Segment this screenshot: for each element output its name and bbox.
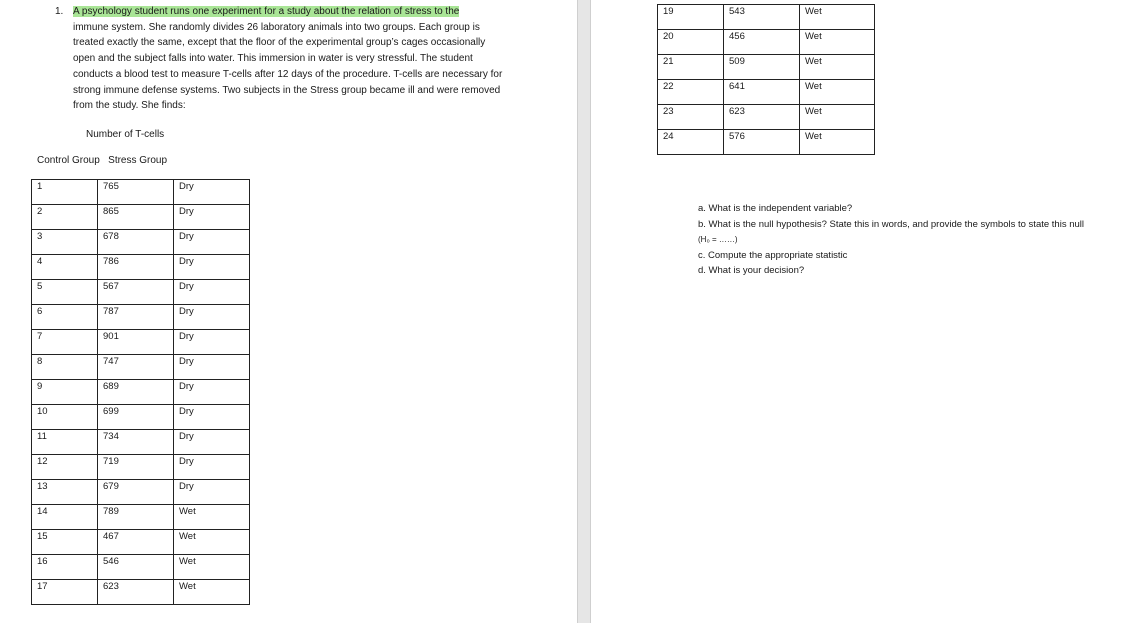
subject-id-cell: 1 bbox=[32, 180, 98, 205]
tcell-table-right bbox=[657, 4, 875, 155]
table-row bbox=[32, 555, 250, 580]
subject-id-cell: 19 bbox=[658, 5, 724, 30]
tcell-count-cell: 901 bbox=[98, 330, 174, 355]
problem-line: open and the subject falls into water. This immersion in water is very stressful. The student bbox=[73, 53, 473, 65]
page-gutter bbox=[577, 0, 591, 623]
subject-id-cell: 7 bbox=[32, 330, 98, 355]
subject-id-cell: 21 bbox=[658, 55, 724, 80]
subject-id-cell: 9 bbox=[32, 380, 98, 405]
group-labels: Control Group Stress Group bbox=[37, 155, 168, 166]
condition-cell: Wet bbox=[800, 55, 875, 80]
subject-id-cell: 24 bbox=[658, 130, 724, 155]
tcell-count-cell: 699 bbox=[98, 405, 174, 430]
condition-cell: Dry bbox=[174, 380, 250, 405]
tcell-count-cell: 689 bbox=[98, 380, 174, 405]
table-row bbox=[32, 330, 250, 355]
question-b-symbols: (H₀ = ……) bbox=[698, 235, 738, 245]
condition-cell: Dry bbox=[174, 180, 250, 205]
tcell-count-cell: 734 bbox=[98, 430, 174, 455]
subject-id-cell: 15 bbox=[32, 530, 98, 555]
tcell-count-cell: 679 bbox=[98, 480, 174, 505]
condition-cell: Dry bbox=[174, 430, 250, 455]
problem-line: strong immune defense systems. Two subjects in the Stress group became ill and were removed bbox=[73, 84, 501, 96]
tcell-count-cell: 546 bbox=[98, 555, 174, 580]
condition-cell: Wet bbox=[174, 555, 250, 580]
tcell-count-cell: 509 bbox=[724, 55, 800, 80]
question-list bbox=[698, 201, 1123, 279]
table-row bbox=[32, 305, 250, 330]
table-row bbox=[32, 255, 250, 280]
problem-line: treated exactly the same, except that the floor of the experimental group’s cages occasionally bbox=[73, 37, 486, 49]
table-row bbox=[32, 280, 250, 305]
subject-id-cell: 16 bbox=[32, 555, 98, 580]
question-b: b. What is the null hypothesis? State this in words, and provide the symbols to state this null bbox=[698, 218, 1085, 230]
subject-id-cell: 22 bbox=[658, 80, 724, 105]
table-row bbox=[32, 180, 250, 205]
table-row bbox=[32, 530, 250, 555]
table-title: Number of T-cells bbox=[86, 129, 165, 140]
problem-line: immune system. She randomly divides 26 laboratory animals into two groups. Each group is bbox=[73, 21, 480, 33]
tcell-count-cell: 789 bbox=[98, 505, 174, 530]
tcell-count-cell: 787 bbox=[98, 305, 174, 330]
tcell-count-cell: 786 bbox=[98, 255, 174, 280]
condition-cell: Dry bbox=[174, 305, 250, 330]
subject-id-cell: 20 bbox=[658, 30, 724, 55]
subject-id-cell: 3 bbox=[32, 230, 98, 255]
tcell-count-cell: 765 bbox=[98, 180, 174, 205]
subject-id-cell: 12 bbox=[32, 455, 98, 480]
tcell-count-cell: 719 bbox=[98, 455, 174, 480]
subject-id-cell: 2 bbox=[32, 205, 98, 230]
condition-cell: Dry bbox=[174, 405, 250, 430]
tcell-count-cell: 623 bbox=[724, 105, 800, 130]
subject-id-cell: 8 bbox=[32, 355, 98, 380]
condition-cell: Dry bbox=[174, 255, 250, 280]
condition-cell: Wet bbox=[174, 580, 250, 605]
condition-cell: Dry bbox=[174, 355, 250, 380]
subject-id-cell: 6 bbox=[32, 305, 98, 330]
tcell-count-cell: 747 bbox=[98, 355, 174, 380]
table-row bbox=[658, 5, 875, 30]
table-row bbox=[32, 505, 250, 530]
question-d: d. What is your decision? bbox=[698, 265, 805, 277]
table-row bbox=[32, 455, 250, 480]
table-row bbox=[658, 105, 875, 130]
subject-id-cell: 13 bbox=[32, 480, 98, 505]
table-row bbox=[32, 230, 250, 255]
condition-cell: Dry bbox=[174, 480, 250, 505]
condition-cell: Wet bbox=[800, 130, 875, 155]
tcell-count-cell: 865 bbox=[98, 205, 174, 230]
table-row bbox=[32, 205, 250, 230]
subject-id-cell: 5 bbox=[32, 280, 98, 305]
table-row bbox=[32, 430, 250, 455]
highlighted-text: A psychology student runs one experiment for a study about the relation of stress to the bbox=[73, 6, 460, 17]
table-row bbox=[658, 30, 875, 55]
condition-cell: Dry bbox=[174, 230, 250, 255]
question-number: 1. bbox=[55, 6, 64, 17]
tcell-count-cell: 456 bbox=[724, 30, 800, 55]
problem-line: conducts a blood test to measure T-cells after 12 days of the procedure. T-cells are necessary for bbox=[73, 68, 503, 80]
table-row bbox=[32, 405, 250, 430]
tcell-count-cell: 678 bbox=[98, 230, 174, 255]
condition-cell: Dry bbox=[174, 455, 250, 480]
table-row bbox=[32, 355, 250, 380]
subject-id-cell: 4 bbox=[32, 255, 98, 280]
tcell-count-cell: 623 bbox=[98, 580, 174, 605]
subject-id-cell: 10 bbox=[32, 405, 98, 430]
tcell-count-cell: 576 bbox=[724, 130, 800, 155]
table-row bbox=[32, 380, 250, 405]
subject-id-cell: 23 bbox=[658, 105, 724, 130]
condition-cell: Wet bbox=[174, 505, 250, 530]
table-row bbox=[658, 55, 875, 80]
condition-cell: Wet bbox=[800, 105, 875, 130]
tcell-count-cell: 467 bbox=[98, 530, 174, 555]
table-row bbox=[658, 130, 875, 155]
subject-id-cell: 17 bbox=[32, 580, 98, 605]
condition-cell: Dry bbox=[174, 280, 250, 305]
subject-id-cell: 11 bbox=[32, 430, 98, 455]
condition-cell: Dry bbox=[174, 205, 250, 230]
table-row bbox=[32, 480, 250, 505]
question-a: a. What is the independent variable? bbox=[698, 203, 853, 214]
condition-cell: Wet bbox=[800, 5, 875, 30]
subject-id-cell: 14 bbox=[32, 505, 98, 530]
table-row bbox=[32, 580, 250, 605]
tcell-count-cell: 543 bbox=[724, 5, 800, 30]
condition-cell: Dry bbox=[174, 330, 250, 355]
condition-cell: Wet bbox=[174, 530, 250, 555]
condition-cell: Wet bbox=[800, 30, 875, 55]
tcell-count-cell: 641 bbox=[724, 80, 800, 105]
tcell-table-left bbox=[31, 179, 250, 605]
tcell-count-cell: 567 bbox=[98, 280, 174, 305]
problem-statement bbox=[73, 4, 513, 114]
question-c: c. Compute the appropriate statistic bbox=[698, 249, 848, 261]
problem-line: from the study. She finds: bbox=[73, 100, 186, 112]
table-row bbox=[658, 80, 875, 105]
condition-cell: Wet bbox=[800, 80, 875, 105]
